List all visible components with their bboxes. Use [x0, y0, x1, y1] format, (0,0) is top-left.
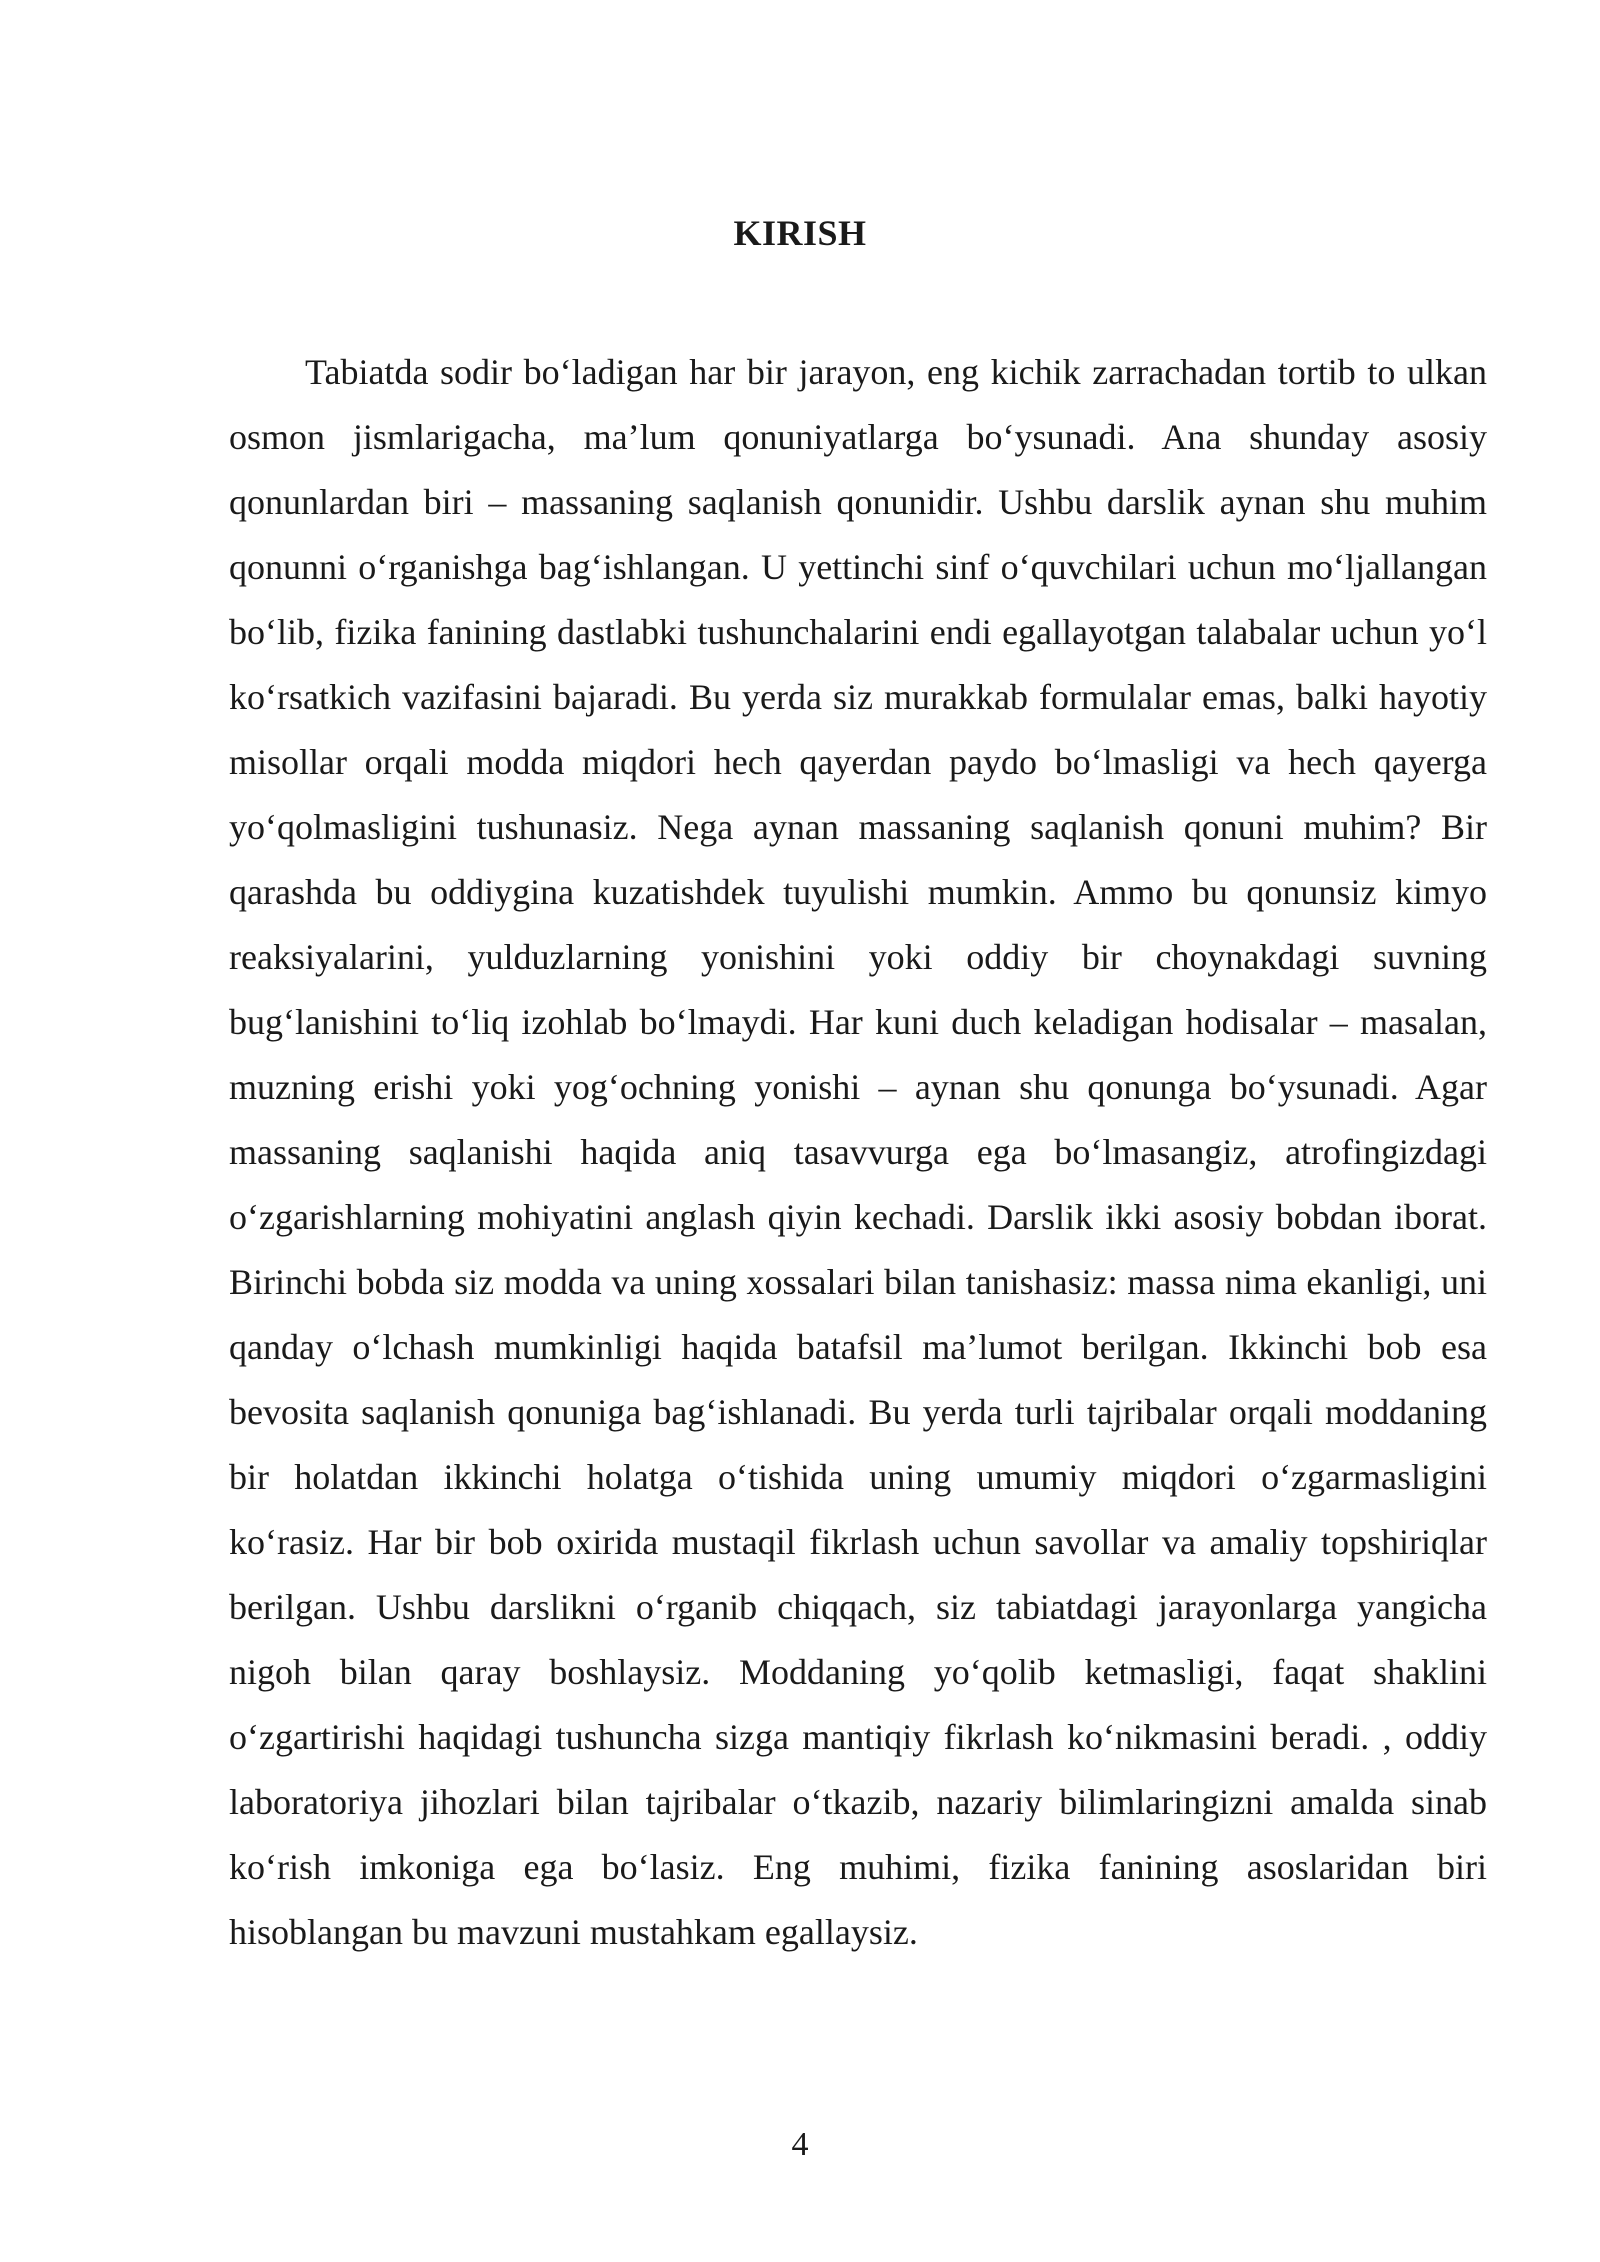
- page-number: 4: [791, 2126, 809, 2163]
- body-paragraph: Tabiatda sodir bo‘ladigan har bir jarayon, eng kichik zarrachadan tortib to ulkan osmon jismlarigacha, ma’lum qonuniyatlarga bo‘ysunadi. Ana shunday asosiy qonunlardan biri – massaning saqlanish qonunidir. Ushbu darslik aynan shu muhim qonunni o‘rganishga bag‘ishlangan. U yettinchi sinf o‘quvchilari uchun mo‘ljallangan bo‘lib, fizika fanining dastlabki tushunchalarini endi egallayotgan talabalar uchun yo‘l ko‘rsatkich vazifasini bajaradi. Bu yerda siz murakkab formulalar emas, balki hayotiy misollar orqali modda miqdori hech qayerdan paydo bo‘lmasligi va hech qayerga yo‘qolmasligini tushunasiz. Nega aynan massaning saqlanish qonuni muhim? Bir qarashda bu oddiygina kuzatishdek tuyulishi mumkin. Ammo bu qonunsiz kimyo reaksiyalarini, yulduzlarning yonishini yoki oddiy bir choynakdagi suvning bug‘lanishini to‘liq izohlab bo‘lmaydi. Har kuni duch keladigan hodisalar – masalan, muzning erishi yoki yog‘ochning yonishi – aynan shu qonunga bo‘ysunadi. Agar massaning saqlanishi haqida aniq tasavvurga ega bo‘lmasangiz, atrofingizdagi o‘zgarishlarning mohiyatini anglash qiyin kechadi. Darslik ikki asosiy bobdan iborat. Birinchi bobda siz modda va uning xossalari bilan tanishasiz: massa nima ekanligi, uni qanday o‘lchash mumkinligi haqida batafsil ma’lumot berilgan. Ikkinchi bob esa bevosita saqlanish qonuniga bag‘ishlanadi. Bu yerda turli tajribalar orqali moddaning bir holatdan ikkinchi holatga o‘tishida uning umumiy miqdori o‘zgarmasligini ko‘rasiz. Har bir bob oxirida mustaqil fikrlash uchun savollar va amaliy topshiriqlar berilgan. Ushbu darslikni o‘rganib chiqqach, siz tabiatdagi jarayonlarga yangicha nigoh bilan qaray boshlaysiz. Moddaning yo‘qolib ketmasligi, faqat shaklini o‘zgartirishi haqidagi tushuncha sizga mantiqiy fikrlash ko‘nikmasini beradi. , oddiy laboratoriya jihozlari bilan tajribalar o‘tkazib, nazariy bilimlaringizni amalda sinab ko‘rish imkoniga ega bo‘lasiz. Eng muhimi, fizika fanining asoslaridan biri hisoblangan bu mavzuni mustahkam egallaysiz.: [229, 352, 1487, 1952]
- section-heading: KIRISH: [733, 213, 867, 253]
